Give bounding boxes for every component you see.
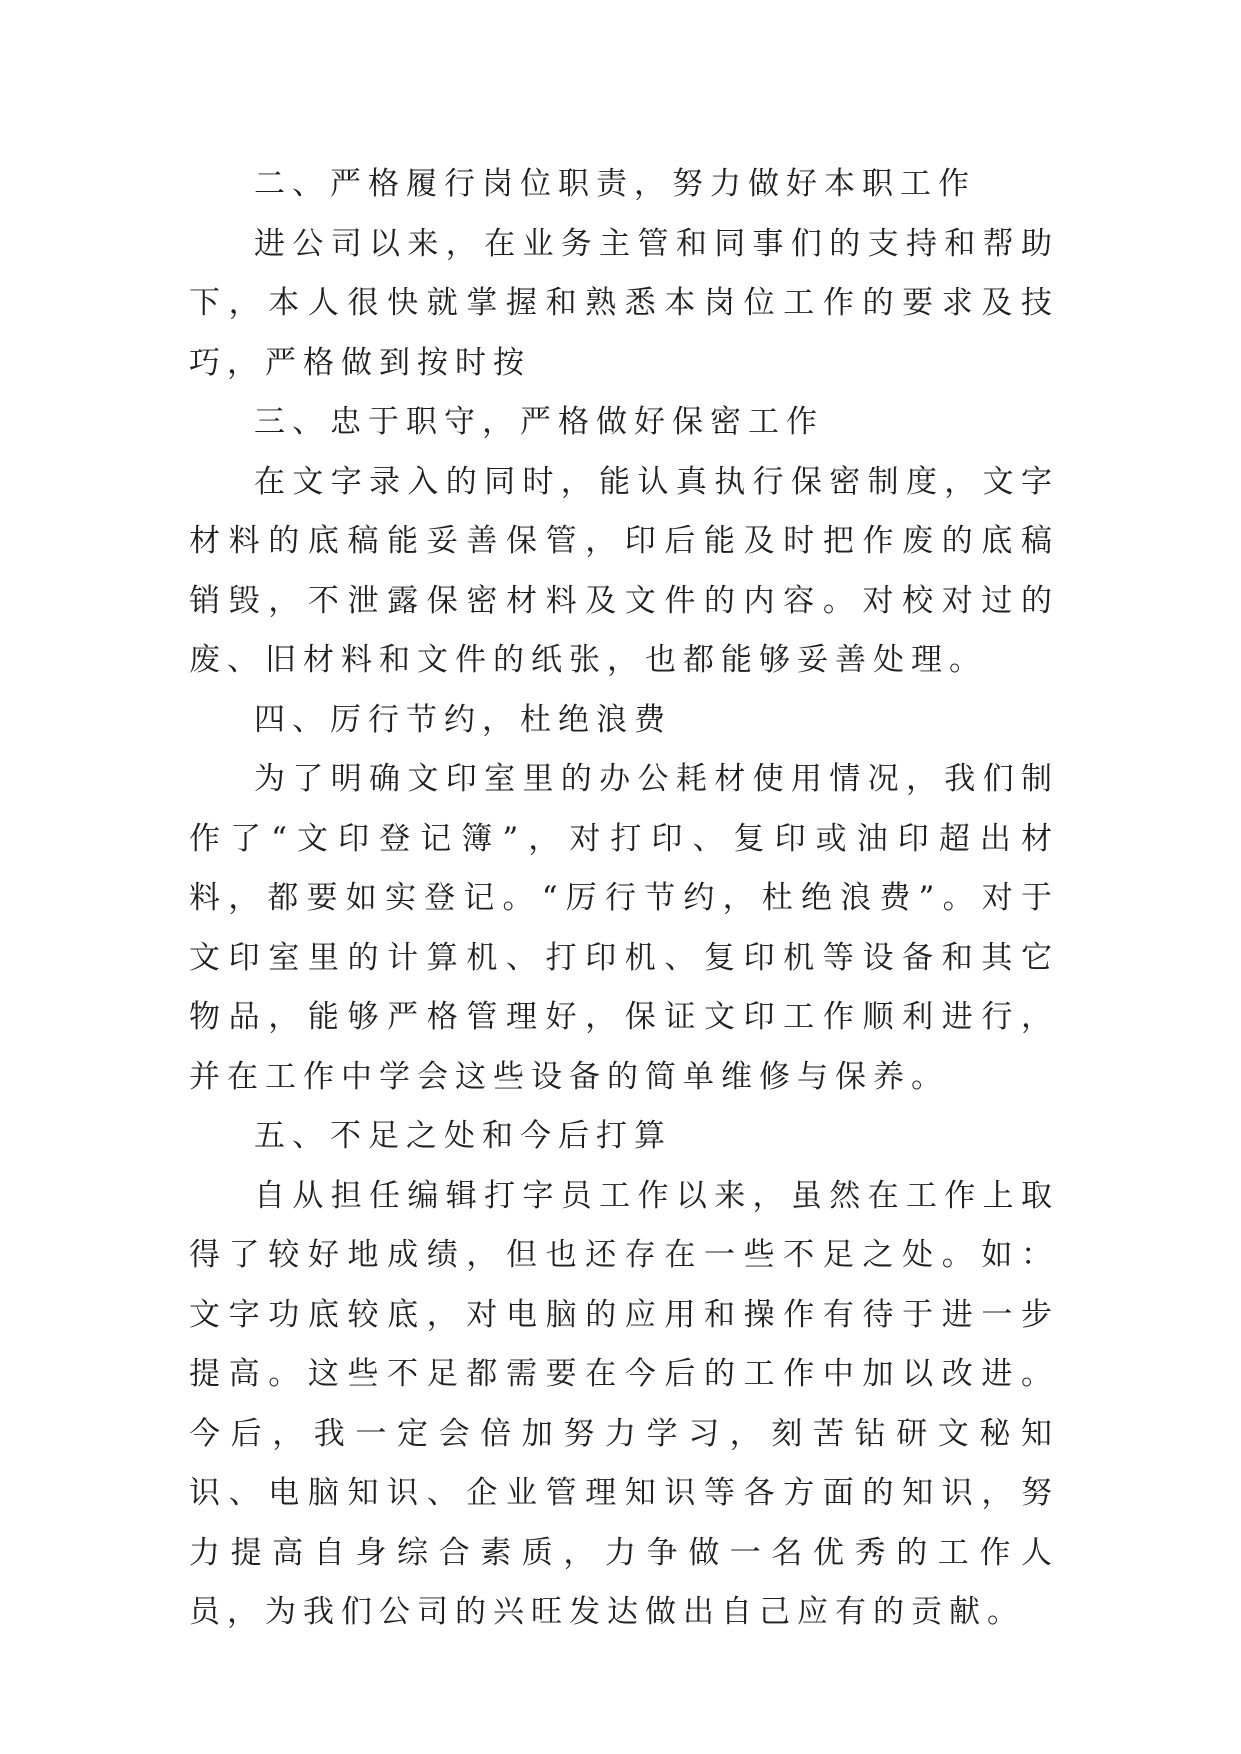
- section-paragraph-3: 在文字录入的同时，能认真执行保密制度，文字材料的底稿能妥善保管，印后能及时把作废的底稿销毁，不泄露保密材料及文件的内容。对校对过的废、旧材料和文件的纸张，也都能够妥善处理。: [189, 463, 1059, 678]
- section-heading-5: 五、不足之处和今后打算: [254, 1118, 672, 1154]
- section-paragraph-4: 为了明确文印室里的办公耗材使用情况，我们制作了“文印登记簿”，对打印、复印或油印超出材料，都要如实登记。“厉行节约，杜绝浪费”。对于文印室里的计算机、打印机、复印机等设备和其它物品，能够严格管理好，保证文印工作顺利进行，并在工作中学会这些设备的简单维修与保养。: [189, 761, 1059, 1095]
- section-heading-3: 三、忠于职守，严格做好保密工作: [254, 404, 824, 440]
- section-paragraph-2: 进公司以来，在业务主管和同事们的支持和帮助下，本人很快就掌握和熟悉本岗位工作的要求及技巧，严格做到按时按: [189, 225, 1059, 381]
- section-paragraph-5: 自从担任编辑打字员工作以来，虽然在工作上取得了较好地成绩，但也还存在一些不足之处。如：文字功底较底，对电脑的应用和操作有待于进一步提高。这些不足都需要在今后的工作中加以改进。今后，我一定会倍加努力学习，刻苦钻研文秘知识、电脑知识、企业管理知识等各方面的知识，努力提高自身综合素质，力争做一名优秀的工作人员，为我们公司的兴旺发达做出自己应有的贡献。: [189, 1177, 1059, 1630]
- section-heading-2: 二、严格履行岗位职责，努力做好本职工作: [254, 166, 976, 202]
- document-body: [189, 155, 1059, 1643]
- section-heading-4: 四、厉行节约，杜绝浪费: [254, 701, 672, 738]
